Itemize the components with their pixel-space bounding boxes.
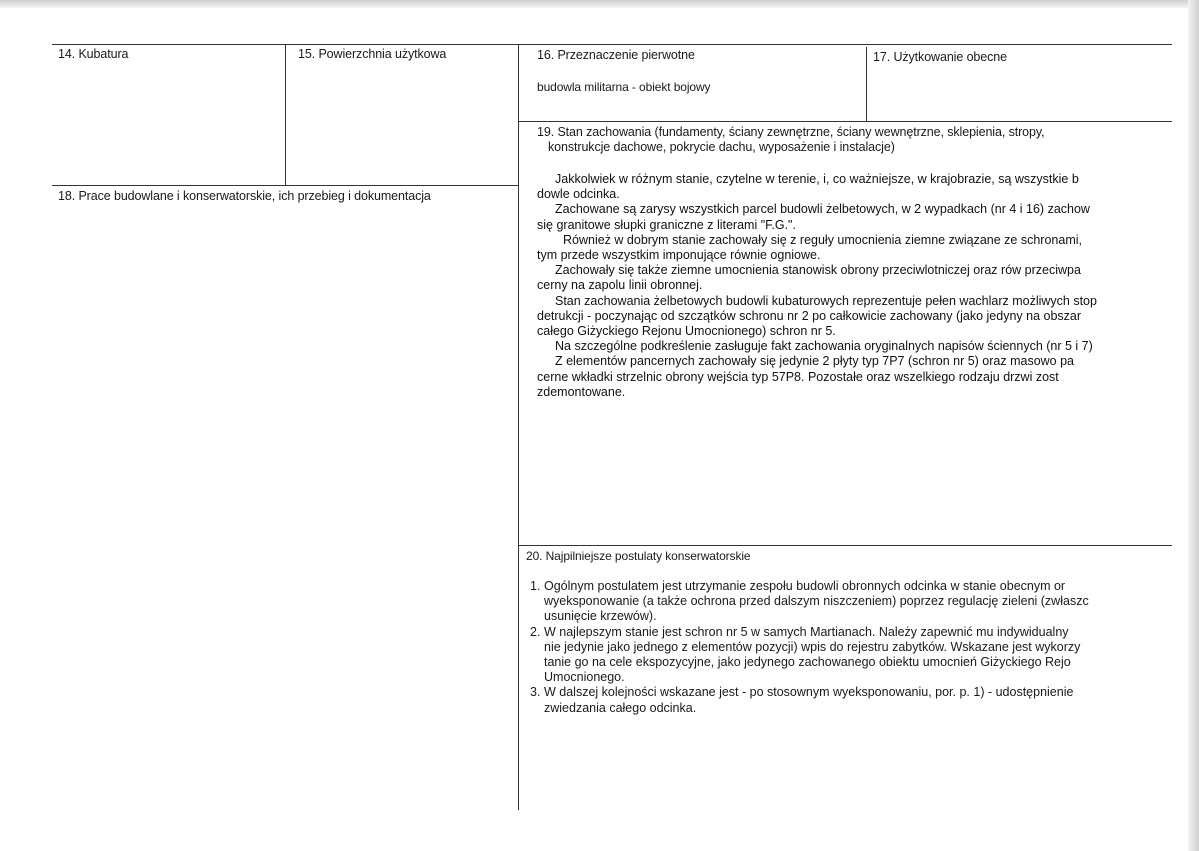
stan-p1-l1: Jakkolwiek w różnym stanie, czytelne w terenie, i, co ważniejsze, w krajobrazie, są wszystkie b (555, 172, 1079, 186)
stan-p2-l1: Zachowane są zarysy wszystkich parcel budowli żelbetowych, w 2 wypadkach (nr 4 i 16) zachow (555, 202, 1090, 217)
stan-p4-l1: Zachowały się także ziemne umocnienia stanowisk obrony przeciwlotniczej oraz rów przeciwpa (555, 263, 1081, 278)
postulat-3-l1: W dalszej kolejności wskazane jest - po stosownym wyeksponowaniu, por. p. 1) - udostępnienie (544, 685, 1074, 700)
stan-p3-l2: tym przede wszystkim imponujące równie ogniowe. (537, 248, 821, 263)
list-number: 2. (530, 624, 541, 639)
stan-p1-l2: dowle odcinka. (537, 187, 620, 202)
divider-16-17 (866, 47, 867, 121)
stan-p7-l1: Z elementów pancernych zachowały się jedynie 2 płyty typ 7P7 (schron nr 5) oraz masowo pa (555, 354, 1075, 369)
stan-p7-l3: zdemontowane. (537, 384, 626, 399)
field-20-label: 20. Najpilniejsze postulaty konserwatorskie (526, 549, 751, 563)
stan-p5-l1: Stan zachowania żelbetowych budowli kubaturowych reprezentuje pełen wachlarz możliwych stop (555, 293, 1097, 308)
list-item (528, 685, 1168, 715)
stan-p5-l2: detrukcji - poczynając od szczątków schronu nr 2 po całkowicie zachowany (jako jedyny na obszar (537, 308, 1082, 323)
field-18-label: 18. Prace budowlane i konserwatorskie, ich przebieg i dokumentacja (58, 189, 431, 203)
postulat-2-l4: Umocnionego. (544, 670, 625, 685)
postulaty-list (528, 579, 1168, 716)
list-number: 1. (530, 579, 541, 593)
stan-p2-l2: się granitowe słupki graniczne z literami "F.G.". (537, 217, 796, 232)
divider-above-20 (518, 545, 1172, 546)
stan-p4-l2: cerny na zapolu linii obronnej. (537, 278, 703, 293)
stan-p7-l2: cerne wkładki strzelnic obrony wejścia typ 57P8. Pozostałe oraz wszelkiego rodzaju drzwi zost (537, 369, 1059, 384)
postulat-2-l2: nie jedynie jako jednego z elementów pozycji) wpis do rejestru zabytków. Wskazane jest wykorzy (544, 639, 1081, 654)
postulat-2-l1: W najlepszym stanie jest schron nr 5 w samych Martianach. Należy zapewnić mu indywidualny (544, 624, 1069, 639)
field-14-label: 14. Kubatura (58, 47, 129, 61)
stan-p5-l3: całego Giżyckiego Rejonu Umocnionego) schron nr 5. (537, 324, 836, 339)
field-16-label: 16. Przeznaczenie pierwotne (537, 48, 695, 62)
postulat-1-l2: wyeksponowanie (a także ochrona przed dalszym niszczeniem) poprzez regulację zieleni (zwłaszc (544, 594, 1089, 609)
field-19-body (537, 172, 1171, 400)
postulat-1-l1: Ogólnym postulatem jest utrzymanie zespołu budowli obronnych odcinka w stanie obecnym or (544, 579, 1066, 593)
list-number: 3. (530, 685, 541, 700)
field-19-label-line1: 19. Stan zachowania (fundamenty, ściany zewnętrzne, ściany wewnętrzne, sklepienia, stropy, (537, 125, 1045, 139)
field-16-value: budowla militarna - obiekt bojowy (537, 80, 711, 94)
field-15-label: 15. Powierzchnia użytkowa (298, 47, 447, 61)
divider-main-vertical (518, 44, 519, 810)
divider-kubatura-right (285, 44, 286, 185)
postulat-1-l3: usunięcie krzewów). (544, 609, 657, 624)
stan-p3-l1: Również w dobrym stanie zachowały się z reguły umocnienia ziemne związane ze schronami, (563, 232, 1082, 247)
list-item (528, 579, 1168, 625)
scan-top-edge (0, 0, 1199, 8)
scan-right-edge (1188, 0, 1199, 851)
divider-top (52, 44, 1172, 45)
postulat-2-l3: tanie go na cele ekspozycyjne, jako jedynego zachowanego obiektu umocnień Giżyckiego Rejo (544, 655, 1071, 670)
stan-p6-l1: Na szczególne podkreślenie zasługuje fakt zachowania oryginalnych napisów ściennych (nr 5 i 7) (555, 339, 1093, 354)
field-19-label-line2: konstrukcje dachowe, pokrycie dachu, wyposażenie i instalacje) (548, 140, 895, 154)
postulat-3-l2: zwiedzania całego odcinka. (544, 700, 697, 715)
list-item (528, 625, 1168, 686)
divider-above-18 (52, 185, 518, 186)
divider-above-19 (518, 121, 1172, 122)
field-17-label: 17. Użytkowanie obecne (873, 50, 1007, 64)
